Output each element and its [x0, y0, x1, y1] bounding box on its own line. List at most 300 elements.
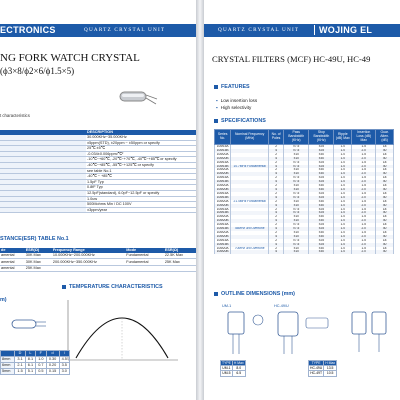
filter-cell: ±10 — [284, 153, 309, 157]
filter-cell: 10M20B — [215, 204, 231, 208]
filter-cell: ±25 — [309, 180, 334, 184]
filter-cell: ±10 — [284, 188, 309, 192]
filter-cell: 1.0 — [334, 188, 352, 192]
filter-cell: 2.0 — [352, 165, 376, 169]
filter-cell: ±7.5 — [284, 196, 309, 200]
filter-cell: 1.0 — [334, 200, 352, 204]
spec-value-cell: 500Mohms Min / DC 100V — [86, 202, 196, 208]
filter-cell: 10M20A — [215, 200, 231, 204]
left-brand-text: ECTRONICS — [0, 25, 56, 35]
section-bullet-icon — [214, 85, 218, 89]
filter-cell: 1.0 — [334, 184, 352, 188]
filter-cell: ±7.5 — [284, 227, 309, 231]
spec-value-cell: -40℃~+85℃, -55℃~+125℃ or specify — [86, 162, 196, 168]
filter-cell: ±30 — [309, 157, 334, 161]
dim-cell: D — [15, 351, 25, 357]
esr-cell: amental — [0, 265, 25, 272]
filter-cell: 4 — [269, 211, 284, 215]
spec-value-cell: -40℃ ~ +85℃ — [86, 174, 196, 180]
filter-pair-drawing-icon — [346, 310, 394, 356]
esr-cell: 25K Max — [25, 265, 52, 272]
esr-section-title — [0, 236, 69, 242]
filter-cell: 10M15A — [215, 208, 231, 212]
outline-type-row — [309, 371, 337, 376]
filter-cell: 10M15A — [215, 192, 231, 196]
filter-cell: ±30 — [309, 247, 334, 251]
filter-cell: 2 — [269, 215, 284, 219]
hc49u-drawing-icon — [272, 310, 332, 356]
filter-cell: 10M20B — [215, 235, 231, 239]
filter-cell: 2.0 — [352, 149, 376, 153]
filter-cell: ±30 — [309, 184, 334, 188]
filter-spec-table — [214, 129, 394, 254]
filter-cell: 1.5 — [352, 168, 376, 172]
tuning-fork-sizes: (ϕ3×8/ϕ2×6/ϕ1.5×5) — [0, 66, 75, 76]
filter-cell: 4 — [269, 196, 284, 200]
features-title-text: FEATURES — [221, 84, 250, 90]
section-bullet-icon — [214, 292, 218, 296]
filter-cell: 10M20A — [215, 231, 231, 235]
filter-cell: 1.5 — [352, 192, 376, 196]
filter-cell: 40 — [376, 211, 394, 215]
dim-cell: 5.1 — [25, 369, 35, 375]
filter-cell: 10M15A — [215, 145, 231, 149]
filter-cell: 1.0 — [334, 168, 352, 172]
filter-cell: 4 — [269, 188, 284, 192]
filter-cell: 18 — [376, 176, 394, 180]
filter-cell: 2.0 — [352, 243, 376, 247]
filter-cell: ±25 — [309, 145, 334, 149]
dim-cell: 0.5 — [36, 369, 46, 375]
filter-cell: 10M20B — [215, 172, 231, 176]
spec-value-cell: see table No.1 — [86, 168, 196, 174]
filter-cell: 2.0 — [352, 204, 376, 208]
filter-cell: ±30 — [309, 231, 334, 235]
filter-cell: 2 — [269, 223, 284, 227]
dim-cell: 0.15 — [46, 369, 59, 375]
esr-cell: amental — [0, 259, 25, 266]
filter-cell: 10M15B — [215, 227, 231, 231]
dim-cell: 1.0 — [36, 357, 46, 363]
outline-type-cell: H Max — [233, 361, 244, 365]
filter-cell: ±30 — [309, 204, 334, 208]
filter-cell: ±7.5 — [284, 208, 309, 212]
filter-cell: ±7.5 — [284, 161, 309, 165]
right-brand-text: WOJING EL — [314, 25, 372, 35]
filter-cell: ±25 — [309, 223, 334, 227]
specifications-title-text: SPECIFICATIONS — [221, 118, 266, 124]
filter-cell: ±7.5 — [284, 243, 309, 247]
filter-cell: 1.5 — [352, 161, 376, 165]
specifications-section-title — [214, 118, 266, 124]
feature-item: ▪ Low insertion loss — [216, 98, 257, 103]
filter-group-cell: 45MHz 3rd Overtone — [231, 227, 269, 231]
outline-type-cell: TYPE — [309, 361, 324, 366]
spec-value-cell: 12.5pF(standard), 6.0pF~12.5pF or specify — [86, 190, 196, 196]
filter-cell: ±30 — [309, 172, 334, 176]
filter-cell: ±25 — [309, 227, 334, 231]
spec-value-cell: 0.8fF Typ — [86, 185, 196, 191]
filter-cell: ±25 — [309, 149, 334, 153]
filter-cell: ±25 — [309, 192, 334, 196]
filter-cell: 10M15B — [215, 165, 231, 169]
outline-type-cell: 10.5 — [324, 371, 337, 376]
features-section-title — [214, 84, 250, 90]
section-bullet-icon — [62, 285, 66, 289]
filter-cell: 2.0 — [352, 180, 376, 184]
left-page — [0, 0, 196, 400]
filter-cell: 40 — [376, 219, 394, 223]
filter-cell: 10M15A — [215, 239, 231, 243]
um1-label: UM-1 — [222, 304, 232, 308]
filter-cell: 10M15A — [215, 223, 231, 227]
filter-cell: ±30 — [309, 219, 334, 223]
filter-cell: 2 — [269, 184, 284, 188]
esr-cell: 30K Max — [25, 253, 52, 259]
filter-cell: 40 — [376, 204, 394, 208]
filter-cell: 40 — [376, 227, 394, 231]
dim-cell: 0.7 — [36, 363, 46, 369]
filter-cell: 4 — [269, 235, 284, 239]
filter-cell: ±25 — [309, 165, 334, 169]
filter-cell: 1.0 — [334, 219, 352, 223]
filter-cell: 18 — [376, 200, 394, 204]
filter-cell: 40 — [376, 172, 394, 176]
filter-cell: 10M15B — [215, 211, 231, 215]
filter-cell: 2 — [269, 239, 284, 243]
filter-cell: 4 — [269, 250, 284, 254]
esr-cell: amental — [0, 253, 25, 259]
filter-cell: 2 — [269, 145, 284, 149]
right-unit-text: QUARTZ CRYSTAL UNIT — [218, 27, 300, 33]
outline-drawings — [212, 304, 396, 394]
dimension-table — [0, 350, 70, 375]
filter-cell: ±25 — [309, 161, 334, 165]
filter-cell: 40 — [376, 235, 394, 239]
esr-col-esr2: ESR(Ω) — [164, 248, 196, 253]
esr-col-range: Frequency Range — [52, 248, 125, 253]
filter-cell: ±30 — [309, 250, 334, 254]
filter-cell: ±30 — [309, 200, 334, 204]
esr-col-mode: de — [0, 248, 25, 253]
filter-cell: 1.0 — [334, 176, 352, 180]
esr-cell: 10.000KHz~200.000KHz — [52, 253, 125, 259]
filter-header-cell: No. of Poles — [269, 130, 284, 145]
dim-row — [1, 369, 70, 375]
dim-cell: 0.30 — [46, 357, 59, 363]
filter-cell: 4 — [269, 165, 284, 169]
filter-cell: ±10 — [284, 200, 309, 204]
filter-cell: 10M20A — [215, 215, 231, 219]
esr-cell: 22.5K Max — [164, 253, 196, 259]
dim-cell: 5mm — [1, 369, 15, 375]
filter-cell: 10M15B — [215, 243, 231, 247]
filter-cell: ±10 — [284, 157, 309, 161]
esr-table — [0, 248, 196, 272]
filter-cell: ±7.5 — [284, 180, 309, 184]
esr-row — [0, 259, 196, 266]
filter-cell: ±30 — [309, 153, 334, 157]
spec-value-cell: 25℃ ±5℃ — [86, 146, 196, 152]
dim-cell: 8.1 — [25, 357, 35, 363]
filter-cell: ±25 — [309, 243, 334, 247]
filter-cell: 1.0 — [334, 149, 352, 153]
dim-cell: d — [46, 351, 59, 357]
filter-cell: 18 — [376, 231, 394, 235]
esr-row — [0, 265, 196, 272]
left-header-bar — [0, 24, 196, 37]
filter-cell: 40 — [376, 188, 394, 192]
filter-cell: 10M20B — [215, 219, 231, 223]
filter-cell: 10M15B — [215, 180, 231, 184]
filter-cell: 1.0 — [334, 247, 352, 251]
filter-cell: 40 — [376, 180, 394, 184]
filter-cell: 40 — [376, 165, 394, 169]
filter-row — [215, 250, 394, 254]
left-unit-text: QUARTZ CRYSTAL UNIT — [84, 27, 166, 33]
right-header-bar — [204, 24, 400, 37]
filter-cell: ±25 — [309, 208, 334, 212]
filter-cell: ±7.5 — [284, 211, 309, 215]
filter-cell: 10M15A — [215, 161, 231, 165]
filter-cell: 10M20A — [215, 247, 231, 251]
filter-header-cell: Guar. Atten. (dB) — [376, 130, 394, 145]
hc-type-table — [308, 360, 337, 377]
filter-cell: 2 — [269, 161, 284, 165]
filter-cell: 40 — [376, 196, 394, 200]
filter-cell: 1.5 — [352, 247, 376, 251]
filter-header-cell: Stop Bandwidth (KHz) — [309, 130, 334, 145]
filter-cell: 4 — [269, 204, 284, 208]
filter-cell: 4 — [269, 149, 284, 153]
outline-section-title — [214, 291, 295, 297]
dim-cell: 6.1 — [25, 363, 35, 369]
filter-cell: 2 — [269, 208, 284, 212]
filter-cell: ±7.5 — [284, 176, 309, 180]
filter-cell: ±7.5 — [284, 149, 309, 153]
filter-cell: ±10 — [284, 204, 309, 208]
um1-drawing-icon — [218, 310, 266, 356]
tuning-fork-title: NG FORK WATCH CRYSTAL — [0, 52, 140, 64]
filter-cell: 10M15B — [215, 149, 231, 153]
filter-cell: ±10 — [284, 231, 309, 235]
filter-cell: 10M15A — [215, 176, 231, 180]
filter-cell: 4 — [269, 172, 284, 176]
filter-cell: 1.0 — [334, 172, 352, 176]
filter-header-cell: Nominal Frequency (MHz) — [231, 130, 269, 145]
filter-cell: 10M20A — [215, 168, 231, 172]
esr-cell — [52, 265, 125, 272]
filter-cell: 18 — [376, 145, 394, 149]
dim-cell: L — [25, 351, 35, 357]
filter-cell: 1.0 — [334, 196, 352, 200]
filter-cell: 1.0 — [334, 239, 352, 243]
filter-cell: 2.0 — [352, 235, 376, 239]
filter-cell: 18 — [376, 208, 394, 212]
filter-cell: ±7.5 — [284, 239, 309, 243]
dimension-unit-label — [0, 297, 7, 303]
outline-type-cell: H Max — [325, 361, 336, 365]
filter-cell: 1.5 — [352, 208, 376, 212]
filter-cell: 1.0 — [334, 145, 352, 149]
spec-value-cell: 30.000KHz~35.000KHz — [86, 135, 196, 140]
filter-cell: 40 — [376, 149, 394, 153]
book-gutter — [196, 0, 204, 400]
filter-cell: 1.0 — [334, 227, 352, 231]
filter-cell: 1.5 — [352, 215, 376, 219]
filter-cell: 1.0 — [334, 235, 352, 239]
filter-cell: 18 — [376, 153, 394, 157]
filter-cell: 18 — [376, 168, 394, 172]
filter-group-cell: 70MHz 3rd Overtone — [231, 247, 269, 251]
filter-cell: ±30 — [309, 168, 334, 172]
filter-cell: 18 — [376, 184, 394, 188]
filter-cell: ±10 — [284, 219, 309, 223]
filter-group-cell: 10.7MHz Fundamental — [231, 165, 269, 169]
dim-cell: l — [59, 351, 69, 357]
dim-cell: 3.5 — [59, 363, 69, 369]
filter-cell: 2.0 — [352, 172, 376, 176]
filter-cell: 10M20A — [215, 184, 231, 188]
outline-type-cell: TYPE — [222, 361, 231, 365]
filter-cell: 1.0 — [334, 215, 352, 219]
filter-cell: ±10 — [284, 184, 309, 188]
filter-cell: ±10 — [284, 215, 309, 219]
dim-cell: F — [36, 351, 46, 357]
filter-cell: 4 — [269, 157, 284, 161]
filter-cell: 18 — [376, 223, 394, 227]
filter-cell: 1.0 — [334, 165, 352, 169]
dim-cell: 3.1 — [15, 357, 25, 363]
temperature-curve-chart — [62, 296, 182, 366]
filter-cell: ±10 — [284, 247, 309, 251]
esr-cell — [164, 265, 196, 272]
outline-type-cell: 8.0 — [232, 366, 245, 371]
esr-col-mode2: Mode — [125, 248, 164, 253]
spec-col-description: DESCRIPTION — [86, 130, 196, 135]
filter-cell: ±7.5 — [284, 223, 309, 227]
characteristics-note: t characteristics — [0, 113, 30, 118]
right-page — [204, 0, 400, 400]
filter-cell: 1.0 — [334, 223, 352, 227]
dim-cell: 8mm — [1, 357, 15, 363]
filter-cell: 4 — [269, 243, 284, 247]
dim-label-text: m) — [0, 297, 7, 303]
filter-cell: ±10 — [284, 168, 309, 172]
filter-cell: 2 — [269, 200, 284, 204]
filter-cell: 2.0 — [352, 250, 376, 254]
spec-param-cell — [0, 207, 86, 213]
filter-cell: 1.0 — [334, 211, 352, 215]
filter-cell: 1.0 — [334, 208, 352, 212]
spec-value-cell: ±3ppm/year — [86, 207, 196, 213]
filter-cell: 1.0 — [334, 180, 352, 184]
hc49u-label: HC-49/U — [274, 304, 289, 308]
filter-cell: ±10 — [284, 172, 309, 176]
filter-cell: 2.0 — [352, 227, 376, 231]
filter-cell: ±7.5 — [284, 145, 309, 149]
outline-type-cell: UM-5 — [222, 371, 231, 376]
outline-type-cell: HC-49T — [310, 371, 323, 376]
esr-cell: 200.000KHz~350.000KHz — [52, 259, 125, 266]
temperature-section-title — [62, 284, 163, 290]
filter-header-cell: Pass Bandwidth (KHz) — [284, 130, 309, 145]
filter-cell: 2.0 — [352, 196, 376, 200]
filter-cell: ±25 — [309, 239, 334, 243]
filter-header-cell: Ripple (dB) Max — [334, 130, 352, 145]
filter-cell: ±30 — [309, 188, 334, 192]
filter-cell: 10M20A — [215, 153, 231, 157]
filter-cell: ±25 — [309, 176, 334, 180]
dim-cell: 1.5 — [15, 369, 25, 375]
filter-cell: ±30 — [309, 235, 334, 239]
filter-cell: ±7.5 — [284, 165, 309, 169]
filter-cell: 2 — [269, 176, 284, 180]
filter-cell: 10M20B — [215, 157, 231, 161]
filter-cell: 1.0 — [334, 250, 352, 254]
filter-cell: 18 — [376, 239, 394, 243]
filter-cell: 1.5 — [352, 184, 376, 188]
filter-cell: 2.0 — [352, 157, 376, 161]
filter-cell: ±7.5 — [284, 192, 309, 196]
filter-cell: 2 — [269, 192, 284, 196]
filters-title: CRYSTAL FILTERS (MCF) HC-49U, HC-49 — [212, 54, 371, 64]
spec-value-cell: 1.5pF Typ — [86, 179, 196, 185]
crystal-outline-icon — [8, 312, 48, 342]
filter-cell: 1.0 — [334, 192, 352, 196]
filter-header-cell: Insertion Loss (dB) Max — [352, 130, 376, 145]
section-bullet-icon — [214, 119, 218, 123]
outline-type-cell: HC-49U — [310, 366, 323, 371]
esr-cell — [125, 265, 164, 272]
filter-cell: 2 — [269, 247, 284, 251]
spec-value-cell: 1.0uw — [86, 196, 196, 202]
dim-cell: 6mm — [1, 363, 15, 369]
filter-cell: 18 — [376, 215, 394, 219]
spec-value-cell: -0.034±0.006ppm/℃² — [86, 151, 196, 157]
filter-cell: 40 — [376, 157, 394, 161]
filter-cell: 2.0 — [352, 188, 376, 192]
filter-cell: 1.0 — [334, 231, 352, 235]
filter-cell: 40 — [376, 243, 394, 247]
temperature-title-text: TEMPERATURE CHARACTERISTICS — [69, 284, 163, 290]
um-type-table — [220, 360, 246, 377]
filter-cell: 2 — [269, 168, 284, 172]
filter-cell: 1.5 — [352, 231, 376, 235]
features-list — [216, 98, 257, 112]
outline-title-text: OUTLINE DIMENSIONS (mm) — [221, 291, 295, 297]
filter-cell: ±10 — [284, 250, 309, 254]
filter-cell: 1.0 — [334, 204, 352, 208]
filter-cell: 1.5 — [352, 145, 376, 149]
esr-cell: 25K Max — [164, 259, 196, 266]
filter-cell: ±10 — [284, 235, 309, 239]
spec-value-cell: -10℃~+60℃, -20℃~+70℃, -40℃~+85℃ or specify — [86, 157, 196, 163]
filter-cell: 1.0 — [334, 243, 352, 247]
outline-type-cell: UM-1 — [222, 366, 231, 371]
filter-cell: ±25 — [309, 211, 334, 215]
filter-cell: 4 — [269, 219, 284, 223]
filter-cell: 18 — [376, 247, 394, 251]
filter-cell: 10M15B — [215, 196, 231, 200]
dim-cell: 2.1 — [15, 363, 25, 369]
filter-cell: 1.0 — [334, 153, 352, 157]
outline-type-cell: 13.5 — [324, 366, 337, 371]
filter-cell: 4 — [269, 180, 284, 184]
filter-cell: 10M20B — [215, 250, 231, 254]
filter-cell: ±30 — [309, 215, 334, 219]
filter-cell: 1.5 — [352, 223, 376, 227]
